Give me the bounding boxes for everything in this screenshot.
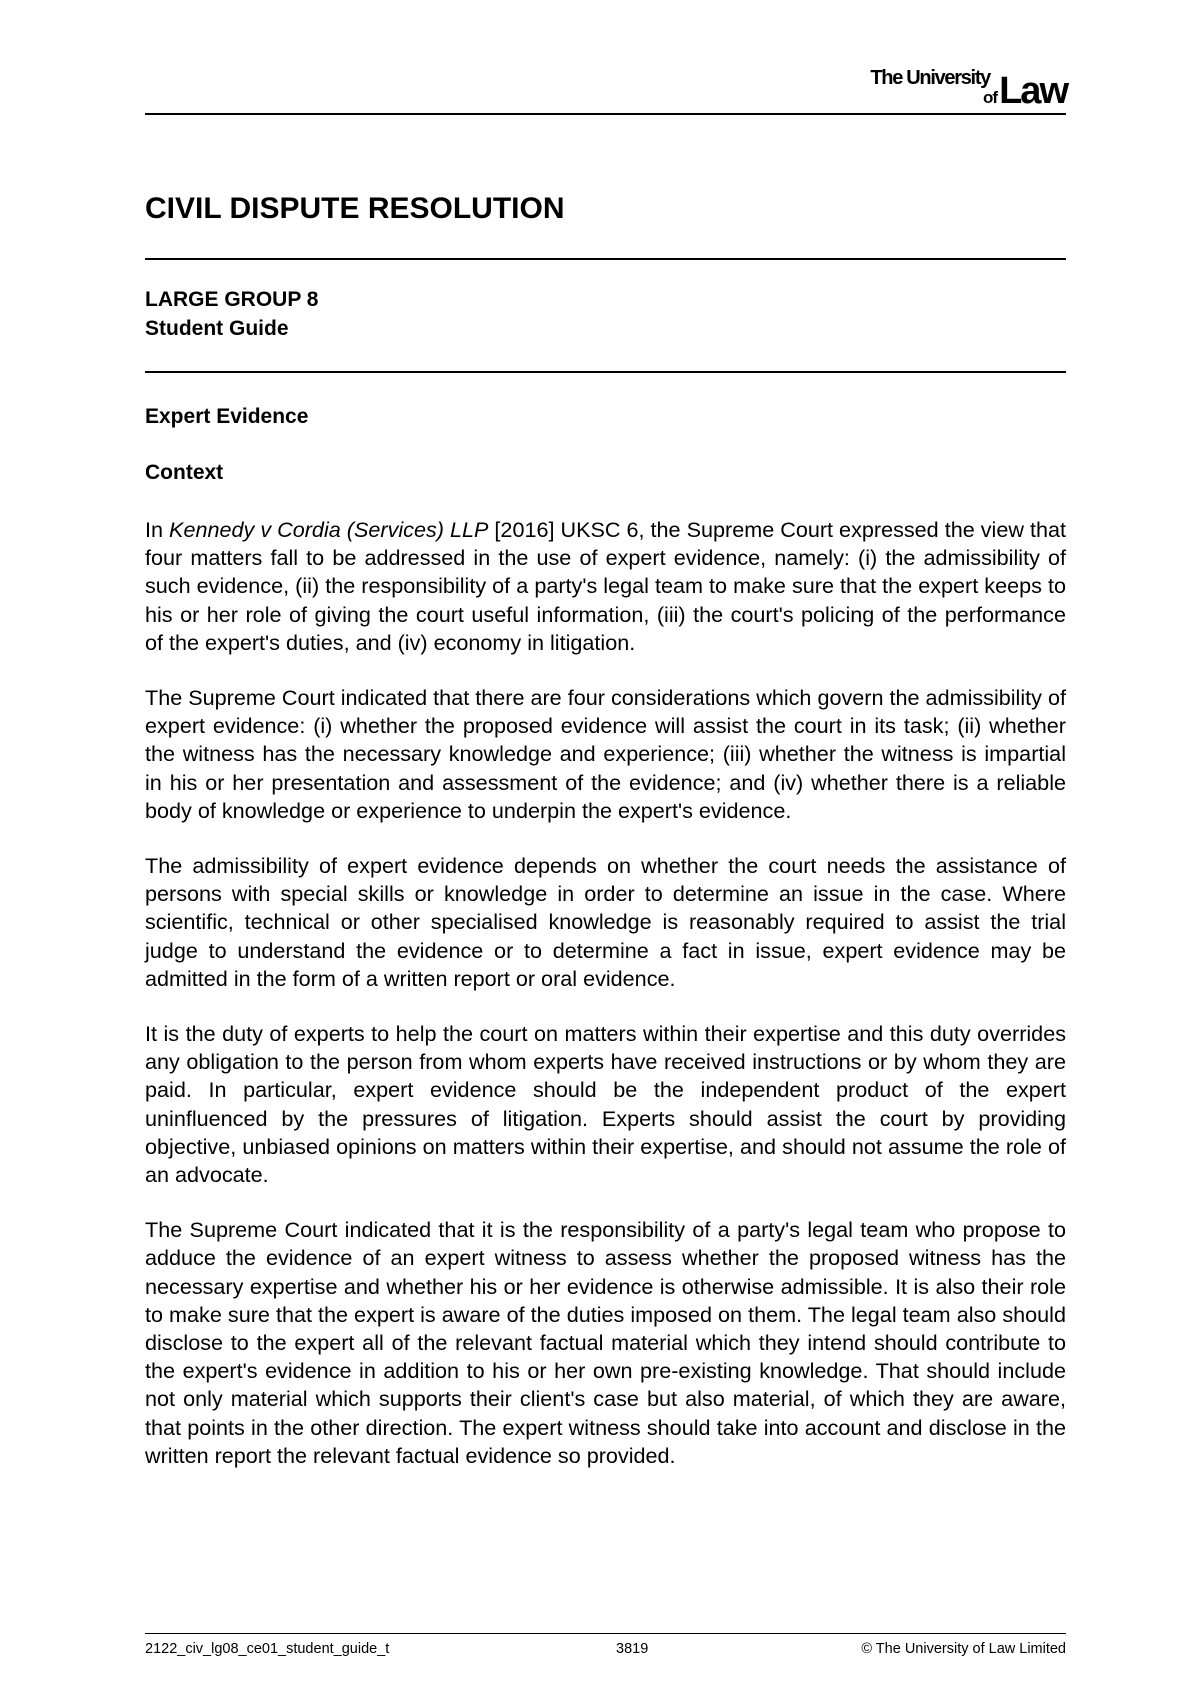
body-text	[145, 516, 1066, 1497]
footer-file-ref: 2122_civ_lg08_ce01_student_guide_t	[145, 1641, 390, 1657]
paragraph-5: The Supreme Court indicated that it is the responsibility of a party's legal team who propose to adduce the evidence of an expert witness to assess whether the proposed witness has the necessary expertise and whether his or her evidence is otherwise admissible. It is also their role to make sure that the expert is aware of the duties imposed on them. The legal team also should disclose to the expert all of the relevant factual material which they intend should contribute to the expert's evidence in addition to his or her own pre-existing knowledge. That should include not only material which supports their client's case but also material, of which they are aware, that points in the other direction. The expert witness should take into account and disclose in the written report the relevant factual evidence so provided.	[145, 1217, 1066, 1468]
section-heading: Expert Evidence	[145, 405, 309, 428]
paragraph-1-intro: In	[145, 517, 170, 542]
document-title: CIVIL DISPUTE RESOLUTION	[145, 192, 565, 225]
footer-divider	[145, 1633, 1066, 1634]
paragraph-3: The admissibility of expert evidence depends on whether the court needs the assistance of persons with special skills or knowledge in order to determine an issue in the case. Where scientific, technical or other specialised knowledge is reasonably required to assist the trial judge to understand the evidence or to determine a fact in issue, expert evidence may be admitted in the form of a written report or oral evidence.	[145, 853, 1066, 991]
title-divider	[145, 258, 1066, 260]
subsection-heading: Context	[145, 461, 224, 484]
subtitle-divider	[145, 371, 1066, 373]
paragraph-2: The Supreme Court indicated that there are four considerations which govern the admissibility of expert evidence: (i) whether the proposed evidence will assist the court in its task; (ii) whether the witness has the necessary knowledge and experience; (iii) whether the witness is impartial in his or her presentation and assessment of the evidence; and (iv) whether there is a reliable body of knowledge or experience to underpin the expert's evidence.	[145, 685, 1066, 823]
logo-line-1: The University	[870, 67, 990, 89]
paragraph-1	[145, 516, 1066, 657]
paragraph-4: It is the duty of experts to help the court on matters within their expertise and this duty overrides any obligation to the person from whom experts have received instructions or by whom they are paid. In particular, expert evidence should be the independent product of the expert uninfluenced by the pressures of litigation. Experts should assist the court by providing objective, unbiased opinions on matters within their expertise, and should not assume the role of an advocate.	[145, 1021, 1066, 1188]
footer-copyright: © The University of Law Limited	[861, 1641, 1066, 1657]
university-logo	[862, 64, 1067, 110]
logo-line-2: of	[982, 88, 997, 107]
header-divider	[145, 113, 1066, 115]
document-subtitle-group: LARGE GROUP 8	[145, 288, 319, 311]
footer-page-number: 3819	[616, 1641, 649, 1657]
logo-line-3: Law	[999, 70, 1067, 112]
case-citation: Kennedy v Cordia (Services) LLP	[169, 517, 489, 542]
paragraph-1-text: [2016] UKSC 6, the Supreme Court expressed the view that four matters fall to be addressed in the use of expert evidence, namely: (i) the admissibility of such evidence, (ii) the responsibility of a party's legal team to make sure that the expert keeps to his or her role of giving the court useful information, (iii) the court's policing of the performance of the expert's duties, and (iv) economy in litigation.	[145, 517, 1066, 655]
document-subtitle-guide: Student Guide	[145, 317, 289, 340]
